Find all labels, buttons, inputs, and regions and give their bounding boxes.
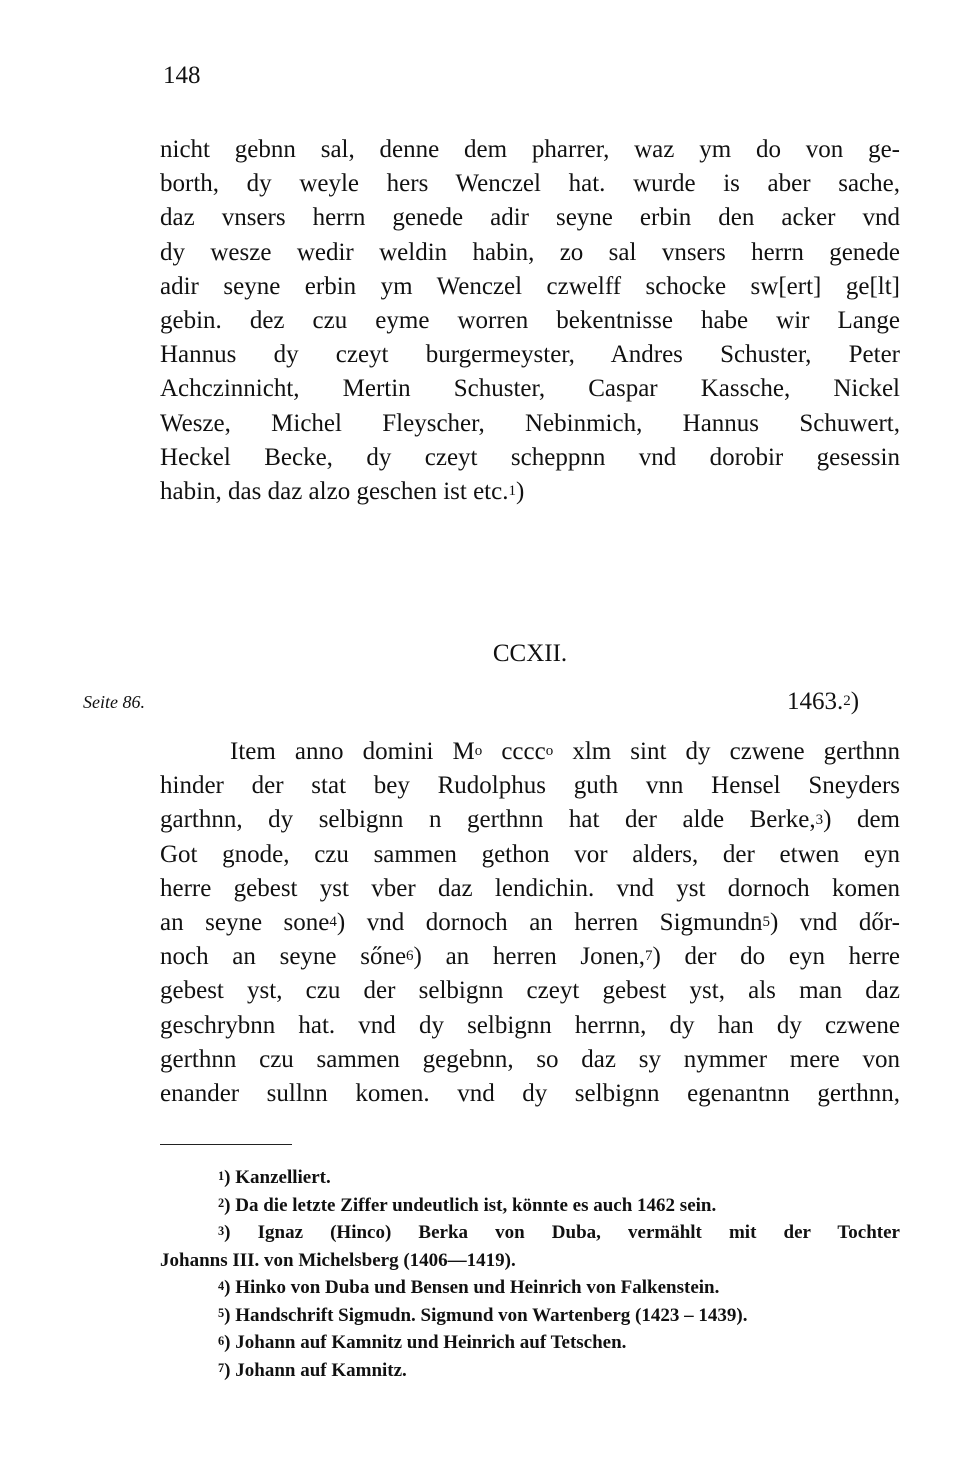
footnote-text: ) Da die letzte Ziffer undeutlich ist, könnte es auch 1462 sein.: [224, 1194, 717, 1216]
footnote-number: 3: [218, 1223, 225, 1238]
date-close: ): [850, 688, 860, 715]
paragraph-1: [160, 133, 900, 509]
text-line-last: [160, 475, 900, 509]
text-segment: ): [515, 478, 525, 506]
text-line: nicht gebnn sal, denne dem pharrer, waz ym do von ge-: [160, 136, 900, 163]
text-line: herre gebest yst vber daz lendichin. vnd yst dornoch komen: [160, 874, 900, 902]
text-line: [160, 906, 900, 940]
text-segment: an seyne sone: [160, 909, 330, 937]
text-segment: ) an herren Jonen,: [413, 943, 645, 971]
footnote-text: ) Hinko von Duba und Bensen und Heinrich von Falkenstein.: [224, 1277, 720, 1298]
section-date: [787, 688, 859, 716]
footnote-ref: 3: [815, 811, 824, 828]
text-segment: cccc: [482, 738, 546, 765]
text-line: gebest yst, czu der selbignn czeyt gebest yst, als man daz: [160, 977, 900, 1005]
text-line: enander sullnn komen. vnd dy selbignn egenantnn gerthnn,: [160, 1080, 900, 1108]
date-text: 1463.: [787, 688, 844, 715]
footnote-5: [160, 1302, 900, 1330]
text-line: Achczinnicht, Mertin Schuster, Caspar Kassche, Nickel: [160, 375, 900, 403]
footnote-number: 1: [218, 1168, 225, 1183]
text-segment: ) der do eyn herre: [652, 943, 900, 971]
footnote-divider: [160, 1144, 292, 1145]
footnote-number: 2: [218, 1196, 225, 1211]
footnote-text: ) Ignaz (Hinco) Berka von Duba, vermählt mit der Tochter: [224, 1222, 900, 1243]
footnote-ref: 1: [508, 483, 516, 500]
text-line: adir seyne erbin ym Wenczel czwelff schocke sw[ert] ge[lt]: [160, 272, 900, 300]
footnote-1: [160, 1164, 900, 1192]
text-line: daz vnsers herrn genede adir seyne erbin den acker vnd: [160, 204, 900, 232]
footnote-4: [160, 1274, 900, 1302]
text-segment: noch an seyne sőne: [160, 943, 407, 971]
footnote-ref: 2: [843, 693, 851, 710]
footnote-text: ) Johann auf Kamnitz und Heinrich auf Tetschen.: [224, 1332, 627, 1353]
footnote-number: 7: [218, 1361, 225, 1376]
text-line: Heckel Becke, dy czeyt scheppnn vnd dorobir gesessin: [160, 443, 900, 471]
text-line: [160, 735, 900, 769]
footnote-3: [160, 1219, 900, 1247]
paragraph-2: [160, 735, 900, 1111]
text-line: Got gnode, czu sammen gethon vor alders, der etwen eyn: [160, 840, 900, 868]
footnote-ref: 7: [645, 948, 653, 965]
text-line: [160, 940, 900, 974]
footnote-2: [160, 1192, 900, 1220]
text-segment: Item anno domini M: [230, 738, 475, 765]
text-segment: ) vnd dornoch an herren Sigmundn: [336, 909, 763, 937]
text-line: Wesze, Michel Fleyscher, Nebinmich, Hannus Schuwert,: [160, 409, 900, 437]
text-line: gerthnn czu sammen gegebnn, so daz sy nymmer mere von: [160, 1045, 900, 1073]
text-line: Hannus dy czeyt burgermeyster, Andres Schuster, Peter: [160, 341, 900, 369]
footnote-number: 4: [218, 1278, 225, 1293]
text-segment: habin, das daz alzo geschen ist etc.: [160, 478, 509, 506]
footnote-ref: 5: [762, 914, 770, 931]
text-segment: xlm sint dy czwene gerthnn: [553, 738, 900, 765]
margin-note: Seite 86.: [83, 692, 145, 712]
footnote-text: ) Johann auf Kamnitz.: [224, 1359, 407, 1381]
text-segment: ) vnd dőr-: [769, 909, 901, 937]
page-number: 148: [163, 62, 201, 89]
section-heading: CCXII.: [492, 640, 568, 667]
footnotes: [160, 1164, 900, 1384]
text-line: dy wesze wedir weldin habin, zo sal vnsers herrn genede: [160, 238, 900, 266]
text-segment: garthnn, dy selbignn n gerthnn hat der alde Berke,: [160, 806, 816, 834]
footnote-ref: 6: [406, 948, 414, 965]
text-line: hinder der stat bey Rudolphus guth vnn Hensel Sneyders: [160, 772, 900, 800]
text-line: geschrybnn hat. vnd dy selbignn herrnn, dy han dy czwene: [160, 1011, 900, 1039]
superscript: o: [545, 743, 554, 760]
footnote-text: ) Handschrift Sigmudn. Sigmund von Wartenberg (1423 – 1439).: [224, 1304, 748, 1326]
footnote-3-continuation: Johanns III. von Michelsberg (1406—1419).: [160, 1249, 516, 1271]
footnote-number: 6: [218, 1333, 225, 1348]
footnote-ref: 4: [329, 914, 337, 931]
text-line: borth, dy weyle hers Wenczel hat. wurde is aber sache,: [160, 170, 900, 198]
footnote-6: [160, 1329, 900, 1357]
text-line: gebin. dez czu eyme worren bekentnisse habe wir Lange: [160, 307, 900, 335]
footnote-text: ) Kanzelliert.: [224, 1167, 331, 1188]
text-segment: ) dem: [823, 806, 901, 834]
superscript: o: [474, 743, 483, 760]
footnote-7: [160, 1357, 900, 1385]
footnote-number: 5: [218, 1306, 225, 1321]
text-line: [160, 803, 900, 837]
